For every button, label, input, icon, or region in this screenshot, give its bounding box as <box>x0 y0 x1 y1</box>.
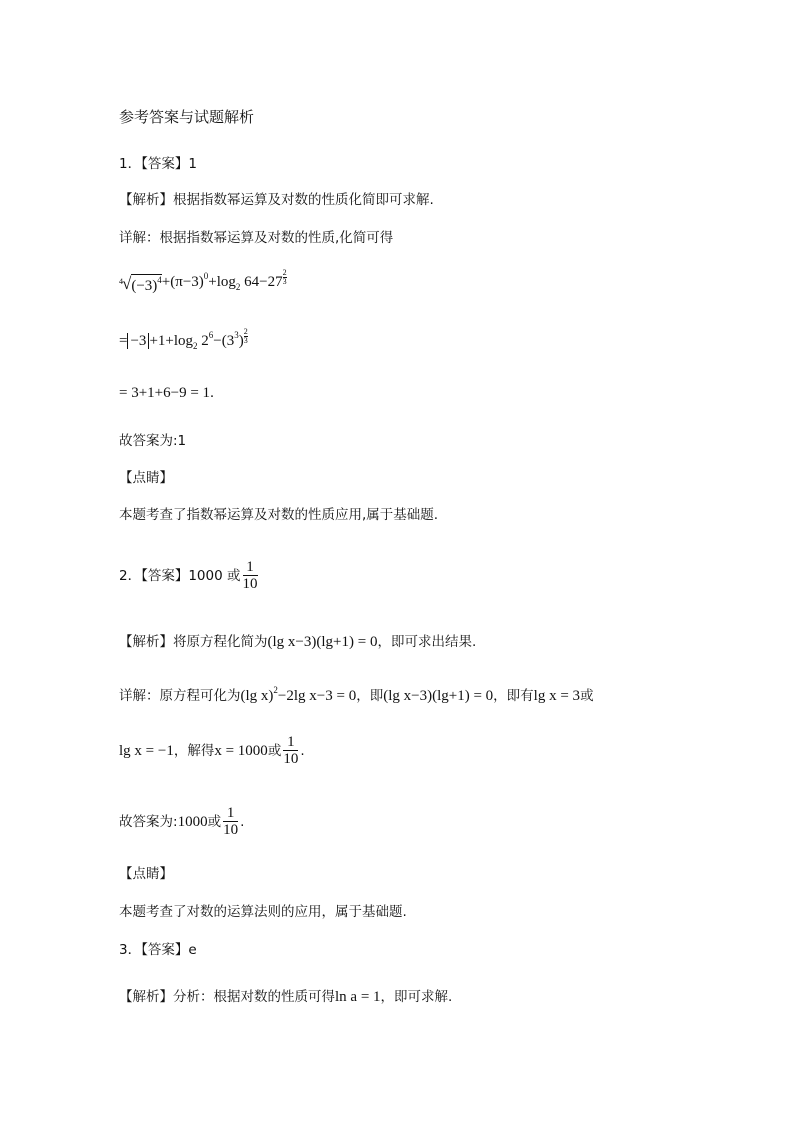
page-title: 参考答案与试题解析 <box>119 108 255 126</box>
q2-answer-is: 故答案为:1000或 $\frac{1}{10}$ . <box>119 805 245 838</box>
fraction: $\frac{1}{10}$ <box>223 805 239 838</box>
q1-equation-2: = $-3 +1+\log_2$ $2^6-(3^3)$ $\frac{2}{3}$ <box>119 327 248 351</box>
q1-equation-3: = 3+1+6−9 = 1. <box>119 385 214 401</box>
q1-analysis: 【解析】根据指数幂运算及对数的性质化简即可求解. <box>119 192 434 208</box>
q1-answer: 1．【答案】1 <box>119 156 197 172</box>
fraction: $\frac{1}{10}$ <box>242 559 258 592</box>
q1-answer-is: 故答案为:1 <box>119 433 187 449</box>
q1-comment: 本题考查了指数幂运算及对数的性质应用,属于基础题. <box>119 507 439 523</box>
q1-detail: 详解：根据指数幂运算及对数的性质,化简可得 <box>119 230 394 246</box>
q2-comment-heading: 【点睛】 <box>119 866 173 882</box>
q2-detail-continued: lg x = −1，解得x = 1000或 $\frac{1}{10}$ . <box>119 734 305 767</box>
q3-answer: 3．【答案】e <box>119 942 197 958</box>
fourth-root: 4 √ $(-3)^4$ <box>119 274 162 297</box>
fraction: $\frac{1}{10}$ <box>283 734 299 767</box>
q2-comment: 本题考查了对数的运算法则的应用，属于基础题. <box>119 904 407 920</box>
exponent-fraction: $\frac{2}{3}$ <box>243 327 248 345</box>
q1-comment-heading: 【点睛】 <box>119 470 173 486</box>
exponent-fraction: $\frac{2}{3}$ <box>282 268 287 286</box>
q1-equation-1: 4 √ $(-3)^4$ $+(\pi-3)^0+\log_2$ 64−27 $\frac{2}{3}$ <box>119 272 287 297</box>
q2-answer: 2．【答案】1000 或 $\frac{1}{10}$ <box>119 559 258 592</box>
q2-detail: 详解：原方程可化为(lg x)$^2$−2lg x−3 = 0，即(lg x−3)(lg+1) = 0，即有lg x = 3或 <box>119 685 594 704</box>
q2-analysis: 【解析】将原方程化简为(lg x−3)(lg+1) = 0，即可求出结果. <box>119 634 477 650</box>
q3-analysis: 【解析】分析：根据对数的性质可得ln a = 1，即可求解. <box>119 989 453 1005</box>
